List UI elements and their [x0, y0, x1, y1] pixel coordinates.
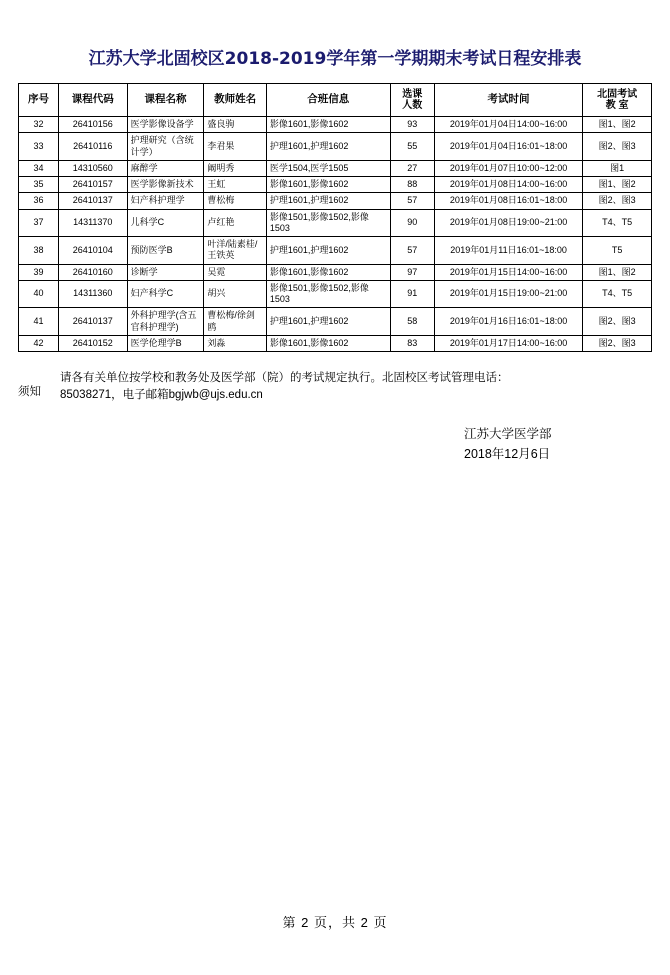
cell-teacher: 叶洋/陆素桂/王铁英	[204, 237, 266, 265]
cell-no: 37	[19, 209, 59, 237]
column-header-classes: 合班信息	[266, 84, 390, 117]
cell-course-code: 26410104	[58, 237, 127, 265]
cell-exam-time: 2019年01月15日19:00~21:00	[434, 280, 583, 308]
table-row	[19, 117, 652, 133]
cell-course-name: 预防医学B	[127, 237, 204, 265]
table-row	[19, 177, 652, 193]
document-page	[0, 44, 670, 975]
table-row	[19, 209, 652, 237]
cell-course-code: 26410160	[58, 264, 127, 280]
cell-classes: 影像1601,影像1602	[266, 264, 390, 280]
cell-teacher: 王虹	[204, 177, 266, 193]
cell-course-code: 14310560	[58, 160, 127, 176]
signature-block	[18, 425, 652, 464]
cell-course-name: 儿科学C	[127, 209, 204, 237]
cell-count: 91	[390, 280, 434, 308]
cell-course-code: 26410116	[58, 133, 127, 161]
cell-teacher: 卢红艳	[204, 209, 266, 237]
cell-exam-time: 2019年01月08日19:00~21:00	[434, 209, 583, 237]
cell-course-name: 外科护理学(含五官科护理学)	[127, 308, 204, 336]
cell-room: T5	[583, 237, 652, 265]
page-footer: 第 2 页，共 2 页	[282, 915, 388, 930]
cell-classes: 护理1601,护理1602	[266, 308, 390, 336]
exam-schedule-table	[18, 83, 652, 352]
column-header-count	[390, 84, 434, 117]
cell-teacher: 胡兴	[204, 280, 266, 308]
cell-exam-time: 2019年01月04日16:01~18:00	[434, 133, 583, 161]
cell-count: 93	[390, 117, 434, 133]
cell-count: 57	[390, 193, 434, 209]
signature-organization: 江苏大学医学部	[464, 427, 552, 442]
notice-body	[60, 370, 652, 403]
cell-course-code: 14311370	[58, 209, 127, 237]
cell-room: 图1、图2	[583, 264, 652, 280]
table-row	[19, 237, 652, 265]
cell-course-code: 26410157	[58, 177, 127, 193]
cell-room: 图1、图2	[583, 177, 652, 193]
cell-teacher: 曹松梅	[204, 193, 266, 209]
cell-count: 97	[390, 264, 434, 280]
cell-count: 90	[390, 209, 434, 237]
cell-course-code: 26410152	[58, 335, 127, 351]
cell-classes: 影像1501,影像1502,影像1503	[266, 209, 390, 237]
cell-room: T4、T5	[583, 209, 652, 237]
table-row	[19, 193, 652, 209]
cell-room: 图2、图3	[583, 308, 652, 336]
page-title: 江苏大学北固校区2018-2019学年第一学期期末考试日程安排表	[88, 49, 582, 69]
cell-no: 42	[19, 335, 59, 351]
cell-course-name: 医学伦理学B	[127, 335, 204, 351]
notice-label: 须知	[18, 386, 41, 398]
cell-no: 35	[19, 177, 59, 193]
cell-room: 图2、图3	[583, 133, 652, 161]
cell-course-code: 26410156	[58, 117, 127, 133]
cell-exam-time: 2019年01月15日14:00~16:00	[434, 264, 583, 280]
column-header-course-name: 课程名称	[127, 84, 204, 117]
cell-count: 88	[390, 177, 434, 193]
signature-date: 2018年12月6日	[464, 446, 551, 461]
cell-count: 83	[390, 335, 434, 351]
notice-line-1: 请各有关单位按学校和教务处及医学部（院）的考试规定执行。北固校区考试管理电话：	[60, 372, 509, 384]
cell-room: 图2、图3	[583, 193, 652, 209]
cell-no: 39	[19, 264, 59, 280]
cell-no: 33	[19, 133, 59, 161]
cell-no: 38	[19, 237, 59, 265]
cell-exam-time: 2019年01月07日10:00~12:00	[434, 160, 583, 176]
cell-no: 34	[19, 160, 59, 176]
cell-room: 图2、图3	[583, 335, 652, 351]
cell-course-name: 妇产科护理学	[127, 193, 204, 209]
cell-exam-time: 2019年01月08日14:00~16:00	[434, 177, 583, 193]
table-row	[19, 280, 652, 308]
column-header-room-line1: 北固考试	[597, 88, 638, 100]
cell-exam-time: 2019年01月11日16:01~18:00	[434, 237, 583, 265]
cell-teacher: 曹松梅/徐剑鸥	[204, 308, 266, 336]
table-header-row	[19, 84, 652, 117]
table-row	[19, 335, 652, 351]
cell-no: 41	[19, 308, 59, 336]
table-row	[19, 308, 652, 336]
cell-count: 55	[390, 133, 434, 161]
column-header-teacher: 教师姓名	[204, 84, 266, 117]
cell-count: 58	[390, 308, 434, 336]
cell-room: 图1	[583, 160, 652, 176]
cell-course-name: 医学影像新技术	[127, 177, 204, 193]
column-header-count-line1: 选课	[402, 88, 423, 100]
cell-classes: 影像1601,影像1602	[266, 335, 390, 351]
cell-no: 32	[19, 117, 59, 133]
table-row	[19, 264, 652, 280]
cell-classes: 影像1601,影像1602	[266, 177, 390, 193]
column-header-room-line2: 教 室	[605, 100, 629, 111]
cell-teacher: 李君果	[204, 133, 266, 161]
cell-classes: 影像1501,影像1502,影像1503	[266, 280, 390, 308]
cell-room: T4、T5	[583, 280, 652, 308]
cell-course-code: 14311360	[58, 280, 127, 308]
column-header-room	[583, 84, 652, 117]
cell-exam-time: 2019年01月17日14:00~16:00	[434, 335, 583, 351]
cell-classes: 护理1601,护理1602	[266, 193, 390, 209]
cell-teacher: 阚明秀	[204, 160, 266, 176]
cell-course-name: 医学影像设备学	[127, 117, 204, 133]
cell-course-code: 26410137	[58, 308, 127, 336]
cell-exam-time: 2019年01月16日16:01~18:00	[434, 308, 583, 336]
cell-classes: 医学1504,医学1505	[266, 160, 390, 176]
cell-course-name: 妇产科学C	[127, 280, 204, 308]
cell-classes: 护理1601,护理1602	[266, 237, 390, 265]
cell-course-name: 诊断学	[127, 264, 204, 280]
notice-line-2: 85038271，电子邮箱bgjwb@ujs.edu.cn	[60, 388, 263, 401]
cell-count: 57	[390, 237, 434, 265]
column-header-count-line2: 人数	[402, 100, 423, 111]
cell-exam-time: 2019年01月04日14:00~16:00	[434, 117, 583, 133]
cell-classes: 影像1601,影像1602	[266, 117, 390, 133]
cell-no: 40	[19, 280, 59, 308]
table-body	[19, 117, 652, 352]
cell-exam-time: 2019年01月08日16:01~18:00	[434, 193, 583, 209]
cell-course-name: 麻醉学	[127, 160, 204, 176]
cell-course-name: 护理研究（含统计学）	[127, 133, 204, 161]
table-row	[19, 133, 652, 161]
table-header	[19, 84, 652, 117]
cell-teacher: 吴霓	[204, 264, 266, 280]
cell-no: 36	[19, 193, 59, 209]
cell-count: 27	[390, 160, 434, 176]
cell-course-code: 26410137	[58, 193, 127, 209]
column-header-no: 序号	[19, 84, 59, 117]
notice-section	[18, 370, 652, 403]
table-row	[19, 160, 652, 176]
column-header-course-code: 课程代码	[58, 84, 127, 117]
cell-room: 图1、图2	[583, 117, 652, 133]
column-header-exam-time: 考试时间	[434, 84, 583, 117]
cell-teacher: 刘淼	[204, 335, 266, 351]
cell-teacher: 盛良驹	[204, 117, 266, 133]
cell-classes: 护理1601,护理1602	[266, 133, 390, 161]
